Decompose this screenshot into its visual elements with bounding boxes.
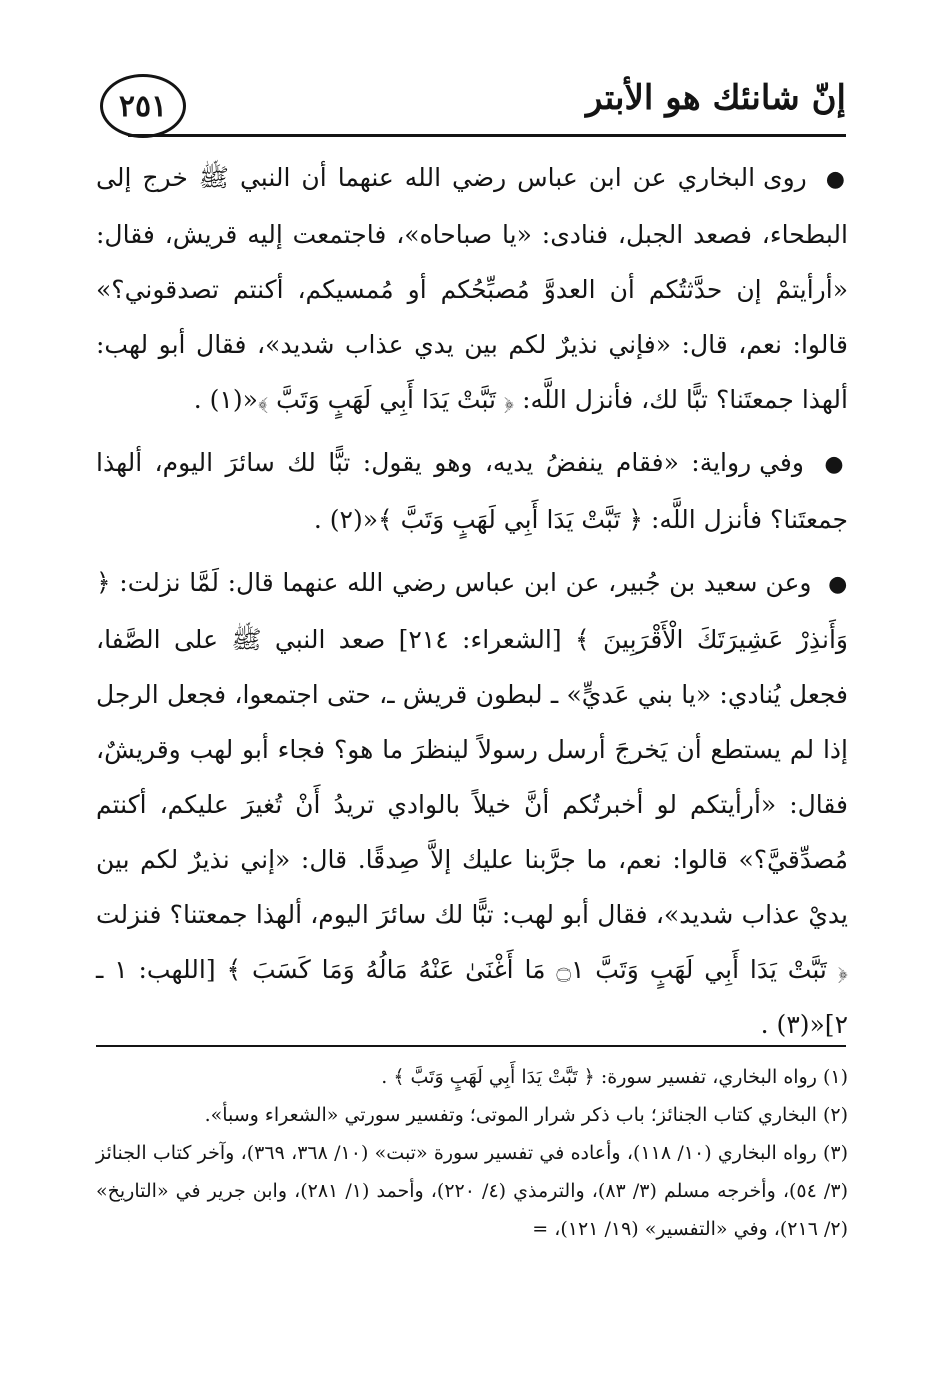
bullet-icon: ● bbox=[824, 452, 848, 477]
paragraph-text: وعن سعيد بن جُبير، عن ابن عباس رضي الله عنهما قال: لَمَّا نزلت: ﴿ وَأَنذِرْ عَشِيرَتَكَ الْأَقْرَبِينَ ﴾ [الشعراء: ٢١٤] صعد النبي ﷺ على الصَّفا، فجعل يُنادي: «يا بني عَديٍّ» ـ لبطون قريش ـ، حتى اجتمعوا، فجعل الرجل إذا لم يستطع أن يَخرجَ أرسل رسولاً لينظرَ ما هو؟ فجاء أبو لهب وقريشٌ، فقال: «أرأيتكم لو أخبرتُكم أنَّ خيلاً بالوادي تريدُ أَنْ تُغيرَ عليكم، أكنتم مُصدِّقيَّ؟» قالوا: نعم، ما جرَّبنا عليك إلاَّ صِدقًا. قال: «إني نذيرٌ لكم بين يديْ عذاب شديد»، فقال أبو لهب: تبًّا لك سائرَ اليوم، ألهذا جمعتنا؟ فنزلت ﴿ تَبَّتْ يَدَا أَبِي لَهَبٍ وَتَبَّ ۝١ مَا أَغْنَىٰ عَنْهُ مَالُهُ وَمَا كَسَبَ ﴾ [اللهب: ١ ـ ٢]«(٣) . bbox=[96, 568, 848, 1039]
bullet-icon: ● bbox=[825, 167, 848, 192]
page-header-title: إنّ شانئك هو الأبتر bbox=[586, 78, 846, 118]
paragraph-text: وفي رواية: «فقام ينفضُ يديه، وهو يقول: تبًّا لك سائرَ اليوم، ألهذا جمعتَنا؟ فأنزل اللَّه: ﴿ تَبَّتْ يَدَا أَبِي لَهَبٍ وَتَبَّ ﴾«(٢) . bbox=[96, 448, 848, 534]
footnote: (٢) البخاري كتاب الجنائز؛ باب ذكر شرار الموتى؛ وتفسير سورتي «الشعراء وسبأ». bbox=[204, 1104, 848, 1126]
footnote: (٣) رواه البخاري (١٠/ ١١٨)، وأعاده في تفسير سورة «تبت» (١٠/ ٣٦٨، ٣٦٩)، وآخر كتاب الجنائز (٣/ ٥٤)، وأخرجه مسلم (٣/ ٨٣)، والترمذي (٤/ ٢٢٠)، وأحمد (١/ ٢٨١)، وابن جرير في «التاريخ» (٢/ ٢١٦)، وفي «التفسير» (١٩/ ١٢١)، = bbox=[96, 1142, 849, 1240]
paragraph bbox=[96, 555, 848, 1052]
main-text bbox=[96, 150, 848, 1052]
paragraph-text: روى البخاري عن ابن عباس رضي الله عنهما أن النبي ﷺ خرج إلى البطحاء، فصعد الجبل، فنادى: «يا صباحاه»، فاجتمعت إليه قريش، فقال: «أرأيتمْ إن حدَّثتُكم أن العدوَّ مُصبِّحُكم أو مُمسيكم، أكنتم تصدقوني؟» قالوا: نعم، قال: «فإني نذيرٌ لكم بين يدي عذاب شديد»، فقال أبو لهب: ألهذا جمعتَنا؟ تبًّا لك، فأنزل اللَّه: ﴿ تَبَّتْ يَدَا أَبِي لَهَبٍ وَتَبَّ ﴾«(١) . bbox=[96, 163, 848, 414]
footnote: (١) رواه البخاري، تفسير سورة: ﴿ تَبَّتْ يَدَا أَبِي لَهَبٍ وَتَبَّ ﴾ . bbox=[381, 1066, 848, 1088]
paragraph bbox=[96, 435, 848, 547]
bullet-icon: ● bbox=[828, 572, 848, 597]
paragraph bbox=[96, 150, 848, 427]
footnotes bbox=[96, 1058, 848, 1248]
header-rule bbox=[128, 134, 846, 137]
page-number: ٢٥١ bbox=[100, 74, 186, 138]
footnote-separator bbox=[96, 1045, 846, 1047]
